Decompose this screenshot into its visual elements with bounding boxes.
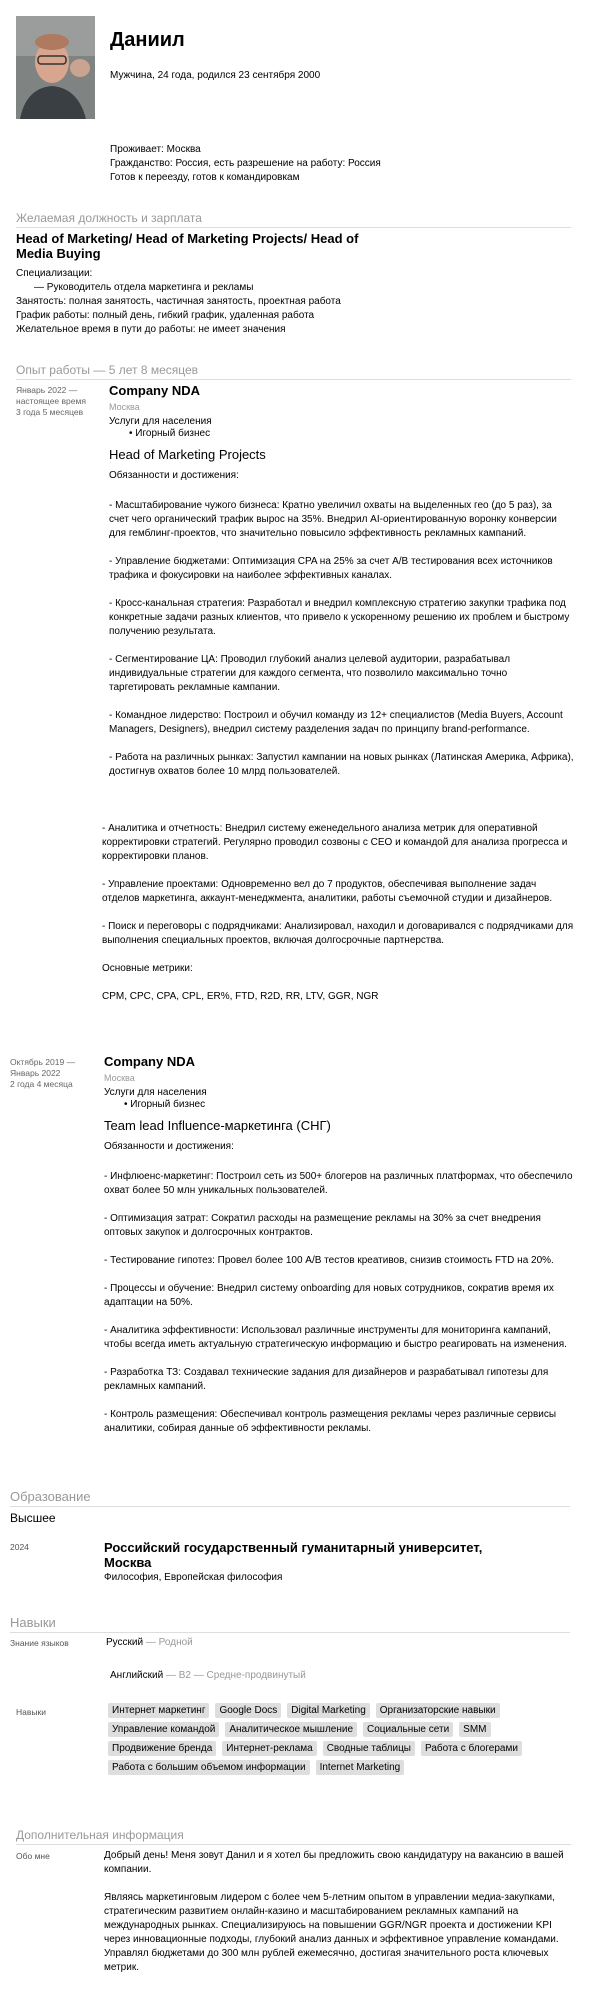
job2-industry: Услуги для населения: [104, 1086, 207, 1098]
job2-duration: 2 года 4 месяца: [10, 1079, 73, 1089]
language-russian-name: Русский: [106, 1637, 144, 1648]
job1-role: Head of Marketing Projects: [109, 446, 266, 462]
additional-section-title: Дополнительная информация: [16, 1828, 571, 1845]
education-block: [104, 1540, 574, 1585]
job1-duty-budgets: - Управление бюджетами: Оптимизация CPA на 25% за счет A/B тестирования всех источников трафика и фокусировки на наиболее эффективных каналах.: [109, 556, 553, 582]
job1-metrics-list: CPM, CPC, CPA, CPL, ER%, FTD, R2D, RR, LTV, GGR, NGR: [102, 991, 379, 1002]
schedule-line: График работы: полный день, гибкий график, удаленная работа: [16, 310, 315, 321]
job1-date-start: Январь 2022 —: [16, 385, 78, 395]
about-label: Обо мне: [16, 1851, 50, 1861]
job1-duties: [109, 499, 574, 779]
skill-chip: Управление командой: [108, 1722, 219, 1737]
job1-duties-continued: [102, 822, 574, 1004]
job1-duration: 3 года 5 месяцев: [16, 407, 84, 417]
job1-duty-analytics: - Аналитика и отчетность: Внедрил систему еженедельного анализа метрик для оперативной корректировки стратегий. Регулярно проводил созвоны с CEO и командой для анализа прогресса и корректировки планов.: [102, 823, 568, 862]
job1-duty-markets: - Работа на различных рынках: Запустил кампании на новых рынках (Латинская Америка, Африка), достигнув охватов более 10 млрд пользователей.: [109, 752, 574, 778]
job1-industry: Услуги для населения: [109, 415, 212, 427]
languages-label: Знание языков: [10, 1638, 69, 1648]
job1-duty-leadership: - Командное лидерство: Построил и обучил команду из 12+ специалистов (Media Buyers, Account Managers, Designers), внедрил систему разделения задач по принципу brand-performance.: [109, 710, 563, 736]
job1-duty-contractors: - Поиск и переговоры с подрядчиками: Анализировал, находил и договаривался с подрядчиками для выполнения специальных проектов, включая долгосрочные партнерства.: [102, 921, 574, 946]
job2-duty-onboarding: - Процессы и обучение: Внедрил систему onboarding для новых сотрудников, сократив время их адаптации на 50%.: [104, 1283, 554, 1309]
language-english-level: — B2 — Средне-продвинутый: [163, 1670, 306, 1681]
job2-city: Москва: [104, 1073, 135, 1084]
university-name: [104, 1540, 574, 1570]
about-block: [104, 1849, 574, 1975]
commute-line: Желательное время в пути до работы: не имеет значения: [16, 324, 286, 335]
citizenship-line: Гражданство: Россия, есть разрешение на работу: Россия: [110, 158, 381, 169]
job2-duty-testing: - Тестирование гипотез: Провел более 100 A/B тестов креативов, снизив стоимость FTD на 20%.: [104, 1255, 554, 1267]
specialization-item: — Руководитель отдела маркетинга и рекламы: [34, 282, 254, 293]
desired-section-title: Желаемая должность и зарплата: [16, 211, 571, 228]
job1-duty-crosschannel: - Кросс-канальная стратегия: Разработал и внедрил комплексную стратегию закупки трафика под конкретные задачи разных клиентов, что привело к ускоренному решению их проблем и быстрому получению результата.: [109, 598, 570, 638]
job1-company: Company NDA: [109, 383, 201, 398]
job2-duty-specs: - Разработка ТЗ: Создавал технические задания для дизайнеров и разрабатывал гипотезы для рекламных кампаний.: [104, 1367, 549, 1393]
desired-title-line2: Media Buying: [16, 246, 101, 261]
language-english-name: Английский: [110, 1670, 164, 1681]
education-level: Высшее: [10, 1511, 56, 1525]
university-line1: Российский государственный гуманитарный университет,: [104, 1540, 483, 1555]
job1-duty-projects: - Управление проектами: Одновременно вел до 7 продуктов, обеспечивая выполнение задач отделов маркетинга, аккаунт-менеджмента, аналитики, работы съемочной студии и дизайнеров.: [102, 879, 553, 904]
job1-block: [109, 383, 574, 779]
skills-section-title: Навыки: [10, 1615, 570, 1633]
job2-date-end: Январь 2022: [10, 1068, 61, 1078]
skill-chip: Internet Marketing: [316, 1760, 405, 1775]
skill-chip: Google Docs: [215, 1703, 281, 1718]
residence-block: [110, 143, 381, 185]
skill-chip: Аналитическое мышление: [225, 1722, 357, 1737]
skill-chip: SMM: [459, 1722, 490, 1737]
skill-chip: Работа с блогерами: [421, 1741, 522, 1756]
job2-duty-costs: - Оптимизация затрат: Сократил расходы на размещение рекламы на 30% за счет внедрения оптовых закупок и долгосрочных контрактов.: [104, 1213, 541, 1239]
job1-metrics-label: Основные метрики:: [102, 963, 193, 974]
about-paragraph-1: Добрый день! Меня зовут Данил и я хотел бы предложить свою кандидатуру на вакансию в вашей компании.: [104, 1850, 564, 1875]
job1-dates: [16, 385, 101, 418]
skill-chip: Сводные таблицы: [323, 1741, 415, 1756]
education-section-title: Образование: [10, 1489, 570, 1507]
experience-section-title: Опыт работы — 5 лет 8 месяцев: [16, 363, 571, 380]
skill-chip: Организаторские навыки: [376, 1703, 500, 1718]
language-english: [110, 1670, 306, 1683]
job2-date-start: Октябрь 2019 —: [10, 1057, 76, 1067]
job2-duties: [104, 1170, 574, 1436]
skill-chip: Работа с большим объемом информации: [108, 1760, 310, 1775]
desired-position-title: [16, 231, 436, 261]
desired-block: [16, 231, 436, 337]
relocation-line: Готов к переезду, готов к командировкам: [110, 172, 300, 183]
job2-duty-control: - Контроль размещения: Обеспечивал контроль размещения рекламы через различные сервисы аналитики, собирая данные об эффективности рекламы.: [104, 1409, 557, 1435]
job1-city: Москва: [109, 402, 140, 413]
job2-duty-analytics: - Аналитика эффективности: Использовал различные инструменты для мониторинга кампаний, чтобы всегда иметь актуальную стратегическую информацию и быстро реагировать на изменения.: [104, 1325, 567, 1351]
job2-role: Team lead Influence-маркетинга (СНГ): [104, 1117, 331, 1133]
desired-title-line1: Head of Marketing/ Head of Marketing Projects/ Head of: [16, 231, 359, 246]
education-year: 2024: [10, 1542, 29, 1552]
skills-label: Навыки: [16, 1707, 46, 1717]
university-faculty: Философия, Европейская философия: [104, 1572, 283, 1583]
university-line2: Москва: [104, 1555, 152, 1570]
desired-details: [16, 267, 436, 337]
skill-chip: Продвижение бренда: [108, 1741, 216, 1756]
skills-chips: [108, 1703, 578, 1775]
skill-chip: Интернет-реклама: [222, 1741, 316, 1756]
job1-industry-sub: • Игорный бизнес: [129, 428, 211, 439]
candidate-subline: Мужчина, 24 года, родился 23 сентября 2000: [110, 70, 321, 81]
job1-duty-scaling: - Масштабирование чужого бизнеса: Кратно увеличил охваты на выделенных гео (до 5 раз), за счет чего органический трафик вырос на 35%. Внедрил AI-ориентированную воронку конверсии для гемблинг-проектов, что значительно повысило эффективность рекламных кампаний.: [109, 500, 557, 540]
job2-industry-sub: • Игорный бизнес: [124, 1099, 206, 1110]
language-russian-level: — Родной: [143, 1637, 193, 1648]
skill-chip: Социальные сети: [363, 1722, 453, 1737]
language-russian: [106, 1637, 193, 1650]
job1-date-end: настоящее время: [16, 396, 86, 406]
about-paragraph-2: Являясь маркетинговым лидером с более чем 5-летним опытом в управлении медиа-закупками, стратегическим развитием онлайн-казино и масштабированием рекламных кампаний на международных рынках. Специализируюсь на повышении GGR/NGR проекта и достижении KPI через инновационные подходы, глубокий анализ данных и эффективное управление командами. Управлял бюджетами до 300 млн рублей ежемесячно, достигая значительного роста ключевых метрик.: [104, 1892, 559, 1973]
skill-chip: Интернет маркетинг: [108, 1703, 209, 1718]
employment-line: Занятость: полная занятость, частичная занятость, проектная работа: [16, 296, 341, 307]
skill-chip: Digital Marketing: [287, 1703, 369, 1718]
job2-duty-influence: - Инфлюенс-маркетинг: Построил сеть из 500+ блогеров на различных платформах, что обеспечило охват более 50 млн уникальных пользователей.: [104, 1171, 573, 1197]
candidate-name: Даниил: [110, 29, 185, 51]
job1-duties-header: Обязанности и достижения:: [109, 469, 239, 481]
job2-company: Company NDA: [104, 1054, 196, 1069]
specializations-label: Специализации:: [16, 268, 93, 279]
job2-block: [104, 1054, 574, 1436]
job1-duty-segmentation: - Сегментирование ЦА: Проводил глубокий анализ целевой аудитории, разрабатывал индивидуальные стратегии для каждого сегмента, что позволило максимально точно таргетировать рекламные кампании.: [109, 654, 511, 694]
profile-photo-image: [16, 16, 95, 119]
residence-line: Проживает: Москва: [110, 144, 201, 155]
job2-duties-header: Обязанности и достижения:: [104, 1140, 234, 1152]
job2-dates: [10, 1057, 95, 1090]
profile-photo: [16, 16, 95, 119]
